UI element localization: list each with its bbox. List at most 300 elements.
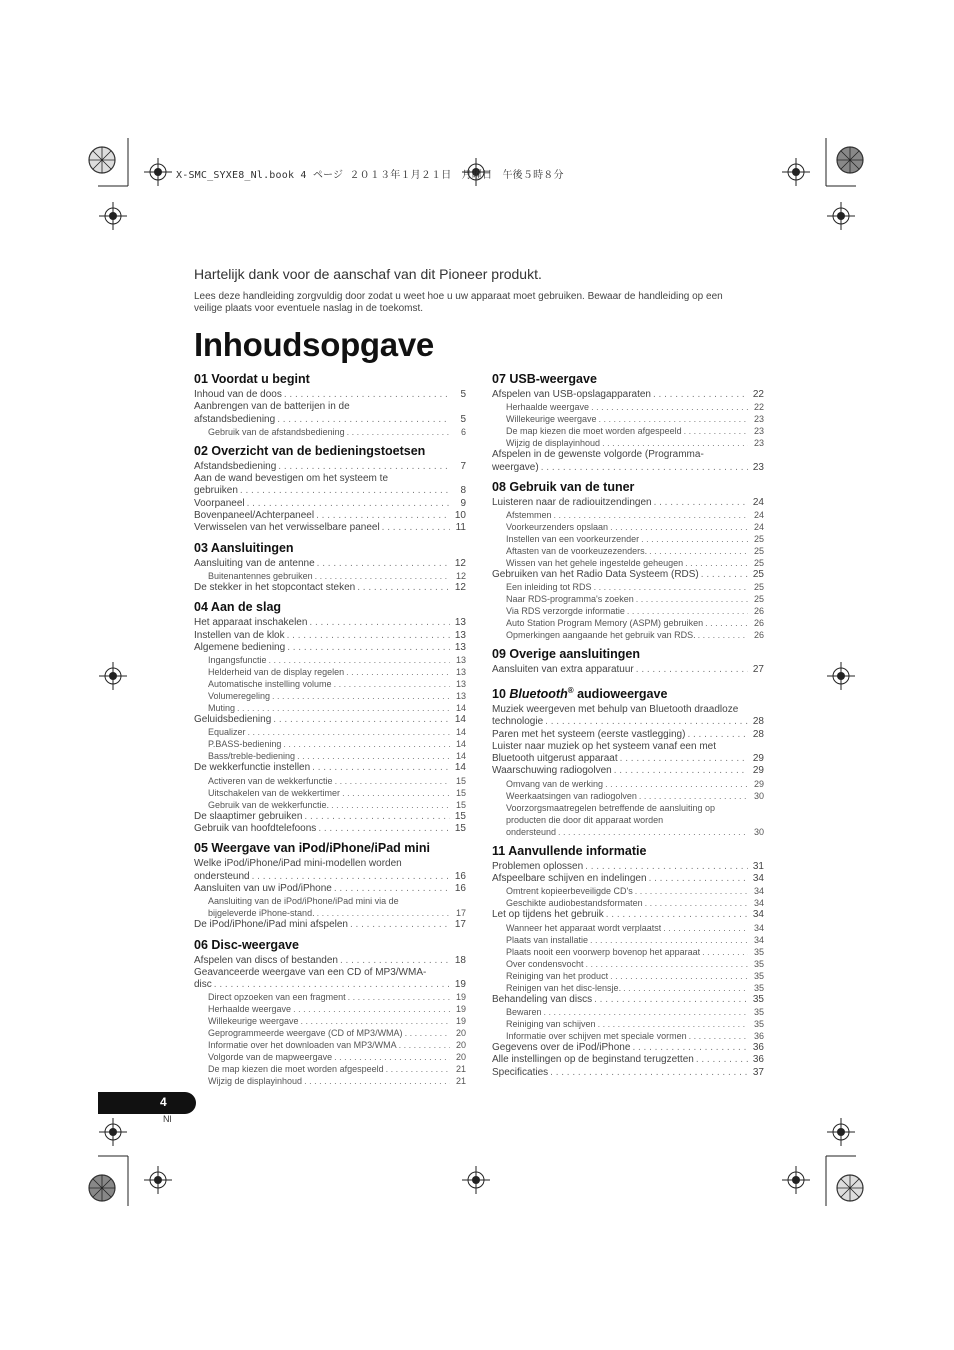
toc-page-number: 25 — [753, 582, 764, 593]
toc-leader-dots — [240, 485, 450, 497]
toc-entry-text: Gebruiken van het Radio Data Systeem (RDS) — [492, 569, 699, 581]
toc-entry-line[interactable]: Welke iPod/iPhone/iPad mini-modellen worden — [194, 858, 402, 870]
toc-leader-dots — [632, 1042, 748, 1054]
toc-subentry[interactable] — [492, 509, 764, 521]
toc-leader-dots — [599, 413, 748, 425]
toc-subentry[interactable] — [194, 907, 466, 919]
toc-entry-text: Aansluiting van de antenne — [194, 557, 315, 569]
toc-entry-text: Afspelen van discs of bestanden — [194, 954, 338, 966]
toc-entry-text: Auto Station Program Memory (ASPM) gebruiken — [506, 618, 704, 629]
toc-subentry[interactable] — [194, 1015, 466, 1027]
toc-leader-dots — [334, 678, 450, 690]
toc-subentry[interactable] — [492, 605, 764, 617]
toc-page-number: 15 — [455, 799, 466, 810]
toc-subentry[interactable] — [194, 991, 466, 1003]
toc-leader-dots — [663, 922, 748, 934]
toc-leader-dots — [649, 545, 748, 557]
toc-entry[interactable] — [194, 389, 466, 401]
toc-entry[interactable] — [492, 729, 764, 741]
toc-entry-text: Bewaren — [506, 1006, 542, 1017]
toc-entry-text: Buitenantennes gebruiken — [208, 570, 313, 581]
toc-entry-text: Willekeurige weergave — [506, 414, 597, 425]
toc-entry-text: Een inleiding tot RDS — [506, 582, 592, 593]
toc-leader-dots — [348, 991, 450, 1003]
toc-subentry[interactable] — [492, 581, 764, 593]
toc-leader-dots — [705, 617, 748, 629]
toc-section-title[interactable]: 02 Overzicht van de bedieningstoetsen — [194, 443, 426, 458]
toc-subentry[interactable] — [492, 970, 764, 982]
toc-entry-text: Herhaalde weergave — [506, 402, 590, 413]
toc-page-number: 13 — [455, 667, 466, 678]
toc-entry[interactable] — [492, 994, 764, 1006]
toc-page-number: 26 — [753, 618, 764, 629]
toc-entry[interactable] — [492, 753, 764, 765]
intro-paragraph — [194, 291, 774, 315]
toc-leader-dots — [594, 581, 748, 593]
toc-leader-dots — [287, 642, 450, 654]
toc-leader-dots — [590, 934, 748, 946]
toc-entry[interactable] — [492, 389, 764, 401]
toc-entry-text: Herhaalde weergave — [208, 1004, 292, 1015]
toc-page-number: 13 — [455, 679, 466, 690]
toc-leader-dots — [558, 826, 748, 838]
toc-page-number: 29 — [752, 765, 764, 777]
toc-page-number: 25 — [753, 534, 764, 545]
toc-entry-line[interactable]: Muziek weergeven met behulp van Bluetooth draadloze — [492, 703, 739, 715]
toc-entry[interactable] — [194, 485, 466, 497]
toc-page-number: 35 — [753, 1006, 764, 1017]
toc-leader-dots — [252, 871, 450, 883]
toc-subentry[interactable] — [194, 1039, 466, 1051]
toc-page-number: 14 — [455, 703, 466, 714]
toc-page-number: 35 — [753, 1018, 764, 1029]
toc-page-number: 14 — [455, 751, 466, 762]
toc-page-number: 19 — [455, 1016, 466, 1027]
toc-entry-text: Bluetooth uitgerust apparaat — [492, 753, 618, 765]
toc-entry-text: Equalizer — [208, 727, 246, 738]
toc-entry[interactable] — [194, 811, 466, 823]
toc-section-title[interactable]: 04 Aan de slag — [194, 600, 282, 615]
toc-page-number: 28 — [752, 728, 764, 740]
toc-entry-text: De iPod/iPhone/iPad mini afspelen — [194, 919, 348, 931]
toc-leader-dots — [340, 955, 450, 967]
toc-entry[interactable] — [492, 497, 764, 509]
toc-subentry[interactable] — [492, 885, 764, 897]
toc-page-number: 15 — [455, 775, 466, 786]
toc-entry-line[interactable]: Aanbrengen van de batterijen in de — [194, 401, 350, 413]
toc-entry-line[interactable]: Afspelen in de gewenste volgorde (Programma- — [492, 449, 704, 461]
toc-subentry[interactable] — [194, 666, 466, 678]
toc-subentry[interactable] — [194, 750, 466, 762]
toc-page-number: 29 — [752, 753, 764, 765]
toc-subentry[interactable] — [194, 799, 466, 811]
toc-page-number: 5 — [460, 389, 466, 400]
toc-leader-dots — [610, 970, 748, 982]
toc-leader-dots — [399, 1039, 450, 1051]
toc-leader-dots — [636, 664, 748, 676]
toc-subentry[interactable] — [492, 545, 764, 557]
toc-entry[interactable] — [194, 883, 466, 895]
toc-entry[interactable] — [194, 522, 466, 534]
toc-page-number: 35 — [753, 946, 764, 957]
toc-subentry[interactable] — [194, 726, 466, 738]
toc-left-column — [194, 372, 466, 1087]
toc-entry[interactable] — [492, 909, 764, 921]
toc-page-number: 34 — [752, 909, 764, 921]
toc-subentry[interactable] — [492, 778, 764, 790]
toc-leader-dots — [687, 729, 748, 741]
toc-entry[interactable] — [492, 1067, 764, 1079]
toc-leader-dots — [641, 533, 748, 545]
toc-entry-text: Volumeregeling — [208, 691, 271, 702]
toc-entry-text: Naar RDS-programma's zoeken — [506, 594, 634, 605]
toc-leader-dots — [312, 762, 450, 774]
toc-entry[interactable] — [194, 762, 466, 774]
toc-leader-dots — [627, 605, 748, 617]
toc-entry[interactable] — [194, 955, 466, 967]
toc-entry-text: Algemene bediening — [194, 641, 286, 653]
toc-entry-text: gebruiken — [194, 485, 238, 497]
toc-subentry[interactable] — [194, 1003, 466, 1015]
toc-leader-dots — [287, 630, 450, 642]
toc-subentry[interactable] — [492, 922, 764, 934]
toc-leader-dots — [605, 778, 748, 790]
toc-subentry[interactable] — [492, 425, 764, 437]
toc-leader-dots — [317, 907, 450, 919]
toc-section-title[interactable]: 03 Aansluitingen — [194, 540, 294, 555]
toc-entry-text: De map kiezen die moet worden afgespeeld — [208, 1064, 384, 1075]
toc-entry[interactable] — [194, 414, 466, 426]
toc-subentry[interactable] — [194, 1051, 466, 1063]
toc-entry[interactable] — [194, 498, 466, 510]
toc-entry-text: Geprogrammeerde weergave (CD of MP3/WMA) — [208, 1028, 403, 1039]
toc-page-number: 10 — [454, 510, 466, 522]
toc-leader-dots — [654, 497, 748, 509]
toc-subentry[interactable] — [492, 826, 764, 838]
toc-entry-text: Verwisselen van het verwisselbare paneel — [194, 522, 380, 534]
toc-entry-text: Geschikte audiobestandsformaten — [506, 898, 643, 909]
toc-entry-text: Let op tijdens het gebruik — [492, 909, 604, 921]
toc-leader-dots — [273, 714, 450, 726]
toc-page-number: 8 — [460, 485, 466, 497]
toc-entry[interactable] — [492, 1042, 764, 1054]
toc-subentry[interactable] — [194, 1075, 466, 1087]
toc-entry[interactable] — [194, 919, 466, 931]
toc-leader-dots — [316, 510, 450, 522]
toc-page-number: 19 — [454, 979, 466, 991]
toc-section-title[interactable]: 08 Gebruik van de tuner — [492, 479, 635, 494]
toc-entry[interactable] — [194, 630, 466, 642]
toc-entry[interactable] — [194, 617, 466, 629]
toc-leader-dots — [272, 690, 450, 702]
toc-page-number: 13 — [455, 655, 466, 666]
toc-section-title[interactable]: 05 Weergave van iPod/iPhone/iPad mini — [194, 841, 430, 856]
toc-section-title[interactable]: 06 Disc-weergave — [194, 937, 299, 952]
toc-subentry[interactable] — [194, 738, 466, 750]
toc-leader-dots — [554, 509, 748, 521]
toc-subentry[interactable] — [194, 426, 466, 438]
toc-page-number: 31 — [752, 860, 764, 872]
toc-section-title[interactable]: 11 Aanvullende informatie — [492, 843, 647, 858]
toc-subentry[interactable] — [492, 557, 764, 569]
toc-entry[interactable] — [194, 642, 466, 654]
toc-entry-text: Informatie over schijven met speciale vormen — [506, 1030, 687, 1041]
toc-subentry[interactable] — [492, 946, 764, 958]
toc-page-number: 13 — [455, 691, 466, 702]
toc-leader-dots — [346, 666, 450, 678]
page-number: 4 — [160, 1095, 167, 1109]
toc-page-number: 12 — [455, 570, 466, 581]
toc-subentry[interactable] — [194, 1063, 466, 1075]
toc-page-number: 24 — [753, 522, 764, 533]
toc-leader-dots — [620, 753, 748, 765]
toc-entry-text: Voorpaneel — [194, 497, 245, 509]
toc-subentry[interactable] — [492, 1018, 764, 1030]
toc-entry-text: Omvang van de werking — [506, 778, 604, 789]
toc-subentry[interactable] — [492, 437, 764, 449]
toc-entry-text: Wijzig de displayinhoud — [208, 1076, 303, 1087]
toc-page-number: 17 — [454, 919, 466, 931]
toc-leader-dots — [283, 738, 450, 750]
toc-leader-dots — [335, 775, 450, 787]
toc-page-number: 36 — [752, 1041, 764, 1053]
toc-entry-line[interactable]: producten die door dit apparaat worden — [506, 814, 664, 825]
toc-leader-dots — [318, 823, 450, 835]
section-title-em: Bluetooth — [509, 686, 568, 701]
toc-entry-text: Behandeling van discs — [492, 993, 593, 1005]
toc-entry[interactable] — [194, 582, 466, 594]
toc-subentry[interactable] — [492, 629, 764, 641]
toc-subentry[interactable] — [492, 897, 764, 909]
toc-entry-text: Via RDS verzorgde informatie — [506, 606, 625, 617]
toc-leader-dots — [685, 557, 748, 569]
toc-entry[interactable] — [194, 461, 466, 473]
toc-leader-dots — [645, 897, 748, 909]
toc-leader-dots — [635, 885, 748, 897]
intro-line-1: Lees deze handleiding zorgvuldig door zodat u weet hoe u uw apparaat moet gebruiken. Bewaar de handleiding op een — [194, 291, 723, 302]
toc-page-number: 19 — [455, 1004, 466, 1015]
toc-entry-text: Omtrent kopieerbeveiligde CD's — [506, 886, 633, 897]
toc-entry[interactable] — [492, 765, 764, 777]
toc-entry-text: Afstandsbediening — [194, 460, 277, 472]
toc-leader-dots — [293, 1003, 450, 1015]
toc-leader-dots — [614, 765, 748, 777]
toc-page-number: 21 — [455, 1064, 466, 1075]
toc-leader-dots — [317, 558, 450, 570]
toc-entry-text: Gegevens over de iPod/iPhone — [492, 1041, 631, 1053]
toc-entry-line[interactable]: Aan de wand bevestigen om het systeem te — [194, 473, 389, 485]
toc-page-number: 6 — [460, 426, 466, 437]
toc-leader-dots — [357, 582, 450, 594]
toc-entry-text: bijgeleverde iPhone-stand. — [208, 908, 315, 919]
toc-subentry[interactable] — [492, 1030, 764, 1042]
toc-leader-dots — [610, 521, 748, 533]
toc-subentry[interactable] — [492, 617, 764, 629]
toc-entry-text: Specificaties — [492, 1066, 549, 1078]
toc-page-number: 14 — [455, 739, 466, 750]
toc-entry-line[interactable]: Geavanceerde weergave van een CD of MP3/WMA- — [194, 966, 427, 978]
toc-leader-dots — [696, 1054, 748, 1066]
toc-entry-text: Wissen van het gehele ingestelde geheugen — [506, 558, 684, 569]
toc-leader-dots — [606, 909, 748, 921]
toc-leader-dots — [301, 1015, 450, 1027]
toc-entry-text: ondersteund — [506, 826, 557, 837]
toc-subentry[interactable] — [194, 654, 466, 666]
toc-leader-dots — [269, 654, 450, 666]
toc-leader-dots — [237, 702, 450, 714]
toc-page-number: 29 — [753, 778, 764, 789]
toc-entry[interactable] — [194, 871, 466, 883]
toc-subentry[interactable] — [194, 787, 466, 799]
toc-subentry[interactable] — [492, 958, 764, 970]
toc-entry-text: Voorkeurzenders opslaan — [506, 522, 609, 533]
toc-page-number: 14 — [454, 762, 466, 774]
toc-entry-text: Aansluiten van uw iPod/iPhone — [194, 882, 332, 894]
toc-subentry[interactable] — [492, 790, 764, 802]
toc-leader-dots — [382, 522, 450, 534]
toc-subentry[interactable] — [194, 1027, 466, 1039]
toc-leader-dots — [386, 1063, 450, 1075]
toc-subentry[interactable] — [492, 934, 764, 946]
toc-page-number: 24 — [752, 496, 764, 508]
toc-entry-text: Bass/treble-bediening — [208, 751, 296, 762]
toc-right-column — [492, 372, 764, 1079]
toc-page-number: 25 — [752, 569, 764, 581]
toc-entry-text: Volgorde van de mapweergave — [208, 1052, 333, 1063]
toc-leader-dots — [248, 726, 450, 738]
toc-subentry[interactable] — [492, 521, 764, 533]
toc-entry-text: Plaats van installatie — [506, 934, 589, 945]
toc-section-title[interactable]: 01 Voordat u begint — [194, 372, 310, 386]
toc-section-title[interactable] — [492, 683, 764, 702]
toc-entry[interactable] — [492, 873, 764, 885]
toc-leader-dots — [544, 1006, 748, 1018]
toc-leader-dots — [297, 750, 450, 762]
toc-entry-text: Willekeurige weergave — [208, 1016, 299, 1027]
toc-entry-text: Automatische instelling volume — [208, 679, 332, 690]
toc-leader-dots — [689, 1030, 748, 1042]
toc-entry-text: weergave) — [492, 461, 539, 473]
toc-entry[interactable] — [194, 558, 466, 570]
toc-page-number: 23 — [752, 461, 764, 473]
toc-entry-text: Het apparaat inschakelen — [194, 617, 308, 629]
toc-leader-dots — [550, 1067, 748, 1079]
toc-leader-dots — [284, 389, 450, 401]
toc-entry[interactable] — [492, 716, 764, 728]
toc-page-number: 34 — [753, 934, 764, 945]
toc-page-number: 37 — [752, 1066, 764, 1078]
toc-leader-dots — [698, 629, 748, 641]
thank-you-text: Hartelijk dank voor de aanschaf van dit Pioneer produkt. — [194, 266, 542, 282]
toc-subentry[interactable] — [194, 570, 466, 582]
toc-subentry[interactable] — [492, 1006, 764, 1018]
toc-leader-dots — [331, 799, 450, 811]
toc-leader-dots — [342, 787, 450, 799]
toc-leader-dots — [545, 716, 748, 728]
toc-page-number: 35 — [753, 982, 764, 993]
toc-leader-dots — [541, 462, 748, 474]
toc-entry-text: Over condensvocht — [506, 958, 584, 969]
toc-leader-dots — [636, 593, 748, 605]
toc-entry-text: Uitschakelen van de wekkertimer — [208, 787, 341, 798]
toc-page-number: 22 — [752, 389, 764, 400]
toc-section-title[interactable]: 07 USB-weergave — [492, 372, 597, 386]
toc-subentry[interactable] — [194, 690, 466, 702]
toc-subentry[interactable] — [194, 702, 466, 714]
toc-leader-dots — [653, 389, 748, 401]
toc-entry-text: Instellen van de klok — [194, 629, 285, 641]
toc-entry-text: Inhoud van de doos — [194, 389, 282, 400]
toc-subentry[interactable] — [492, 413, 764, 425]
toc-entry-text: Afstemmen — [506, 510, 552, 521]
toc-page-number: 35 — [753, 958, 764, 969]
toc-section-title[interactable]: 09 Overige aansluitingen — [492, 647, 640, 662]
toc-leader-dots — [247, 498, 450, 510]
toc-leader-dots — [405, 1027, 450, 1039]
toc-entry-text: P.BASS-bediening — [208, 739, 282, 750]
toc-entry[interactable] — [492, 569, 764, 581]
toc-leader-dots — [350, 919, 450, 931]
toc-subentry[interactable] — [194, 775, 466, 787]
toc-subentry[interactable] — [492, 401, 764, 413]
toc-entry[interactable] — [194, 979, 466, 991]
toc-leader-dots — [585, 861, 748, 873]
toc-page-number: 15 — [454, 810, 466, 822]
toc-entry-text: Reiniging van het product — [506, 970, 609, 981]
toc-page-number: 9 — [460, 497, 466, 509]
toc-subentry[interactable] — [492, 533, 764, 545]
toc-subentry[interactable] — [492, 593, 764, 605]
toc-entry[interactable] — [492, 861, 764, 873]
book-info-line: X-SMC_SYXE8_Nl.book 4 ページ ２０１３年１月２１日 月曜日 午後５時８分 — [176, 170, 564, 181]
toc-entry-text: Waarschuwing radiogolven — [492, 765, 612, 777]
toc-entry-line[interactable]: Aansluiting van de iPod/iPhone/iPad mini via de — [208, 896, 399, 907]
toc-entry-line[interactable]: Voorzorgsmaatregelen betreffende de aansluiting op — [506, 802, 715, 813]
toc-leader-dots — [602, 437, 748, 449]
toc-entry-text: Reiniging van schijven — [506, 1018, 596, 1029]
toc-leader-dots — [334, 1051, 450, 1063]
toc-page-number: 12 — [454, 581, 466, 593]
toc-page-number: 11 — [455, 522, 466, 534]
toc-leader-dots — [684, 425, 748, 437]
toc-page-number: 26 — [753, 630, 764, 641]
toc-leader-dots — [334, 883, 450, 895]
toc-page-number: 30 — [753, 826, 764, 837]
toc-entry-text: De wekkerfunctie instellen — [194, 762, 311, 774]
toc-page-number: 30 — [753, 790, 764, 801]
toc-entry-text: Gebruik van de wekkerfunctie. — [208, 799, 330, 810]
toc-entry-text: Geluidsbediening — [194, 714, 272, 726]
toc-page-number: 34 — [752, 873, 764, 885]
toc-leader-dots — [277, 414, 450, 426]
toc-entry[interactable] — [492, 664, 764, 676]
toc-entry-line[interactable]: Luister naar muziek op het systeem vanaf een met — [492, 740, 717, 752]
toc-entry[interactable] — [492, 462, 764, 474]
toc-entry[interactable] — [194, 714, 466, 726]
toc-entry-text: De slaaptimer gebruiken — [194, 810, 303, 822]
toc-subentry[interactable] — [194, 678, 466, 690]
toc-entry[interactable] — [194, 510, 466, 522]
toc-entry-text: Luisteren naar de radiouitzendingen — [492, 496, 652, 508]
toc-page-number: 17 — [455, 908, 466, 919]
toc-entry-text: Ingangsfunctie — [208, 655, 267, 666]
toc-subentry[interactable] — [492, 982, 764, 994]
toc-page-number: 7 — [460, 460, 466, 472]
toc-entry-text: Gebruik van de afstandsbediening — [208, 426, 345, 437]
toc-page-number: 15 — [455, 787, 466, 798]
toc-entry[interactable] — [194, 823, 466, 835]
toc-entry[interactable] — [492, 1054, 764, 1066]
